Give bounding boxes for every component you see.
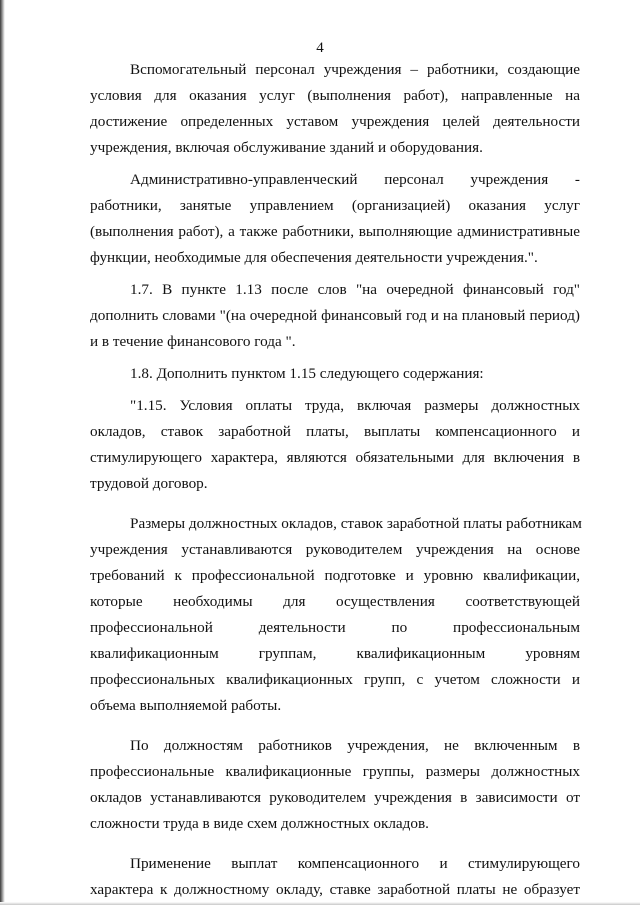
text-line: 1.7. В пункте 1.13 после слов "на очередной финансовый год": [130, 281, 580, 298]
text-line: объема выполняемой работы.: [90, 697, 282, 714]
text-line: учреждения устанавливаются руководителем учреждения на основе: [90, 541, 580, 558]
text-line: характера к должностному окладу, ставке заработной платы не образует: [90, 881, 580, 898]
text-line: Вспомогательный персонал учреждения – работники, создающие: [130, 61, 580, 78]
paragraph-item-1-7: [90, 277, 580, 355]
paragraph-salary-sizes: [90, 511, 580, 719]
paragraph-item-1-15: [90, 393, 580, 497]
text-line: квалификационным группам, квалификационным уровням: [90, 645, 580, 662]
text-line: условия для оказания услуг (выполнения работ), направленные на: [90, 87, 580, 104]
scan-page-edge: [0, 0, 5, 905]
text-line: трудовой договор.: [90, 475, 208, 492]
text-line: Размеры должностных окладов, ставок заработной платы работникам: [130, 515, 582, 532]
text-line: учреждения, включая обслуживание зданий и оборудования.: [90, 139, 483, 156]
text-line: окладов устанавливаются руководителем учреждения в зависимости от: [90, 789, 580, 806]
text-line: окладов, ставок заработной платы, выплаты компенсационного и: [90, 423, 580, 440]
text-line: профессиональной деятельности по профессиональным: [90, 619, 580, 636]
text-line: дополнить словами "(на очередной финансовый год и на плановый период): [90, 307, 580, 324]
paragraph-administrative-staff: [90, 167, 580, 271]
text-line: "1.15. Условия оплаты труда, включая размеры должностных: [130, 397, 580, 414]
text-line: которые необходимы для осуществления соответствующей: [90, 593, 580, 610]
text-line: (выполнения работ), а также работники, выполняющие административные: [90, 223, 580, 240]
text-line: стимулирующего характера, являются обязательными для включения в: [90, 449, 580, 466]
text-line: По должностям работников учреждения, не включенным в: [130, 737, 580, 754]
text-line: профессиональных квалификационных групп, с учетом сложности и: [90, 671, 580, 688]
text-line: Применение выплат компенсационного и стимулирующего: [130, 855, 580, 872]
text-line: функции, необходимые для обеспечения деятельности учреждения.".: [90, 249, 538, 266]
paragraph-non-included-positions: [90, 733, 580, 837]
text-line: профессиональные квалификационные группы, размеры должностных: [90, 763, 580, 780]
text-line: работники, занятые управлением (организацией) оказания услуг: [90, 197, 580, 214]
text-line: и в течение финансового года ".: [90, 333, 296, 350]
paragraph-payments-application: [90, 851, 580, 903]
text-line: сложности труда в виде схем должностных окладов.: [90, 815, 429, 832]
paragraph-auxiliary-staff: [90, 57, 580, 161]
text-line: достижение определенных уставом учреждения целей деятельности: [90, 113, 580, 130]
paragraph-item-1-8: [90, 361, 580, 387]
page-number: 4: [316, 40, 324, 56]
text-line: 1.8. Дополнить пунктом 1.15 следующего содержания:: [130, 365, 484, 382]
text-line: требований к профессиональной подготовке и уровню квалификации,: [90, 567, 580, 584]
text-line: Административно-управленческий персонал учреждения -: [130, 171, 580, 188]
document-body: [90, 57, 580, 909]
